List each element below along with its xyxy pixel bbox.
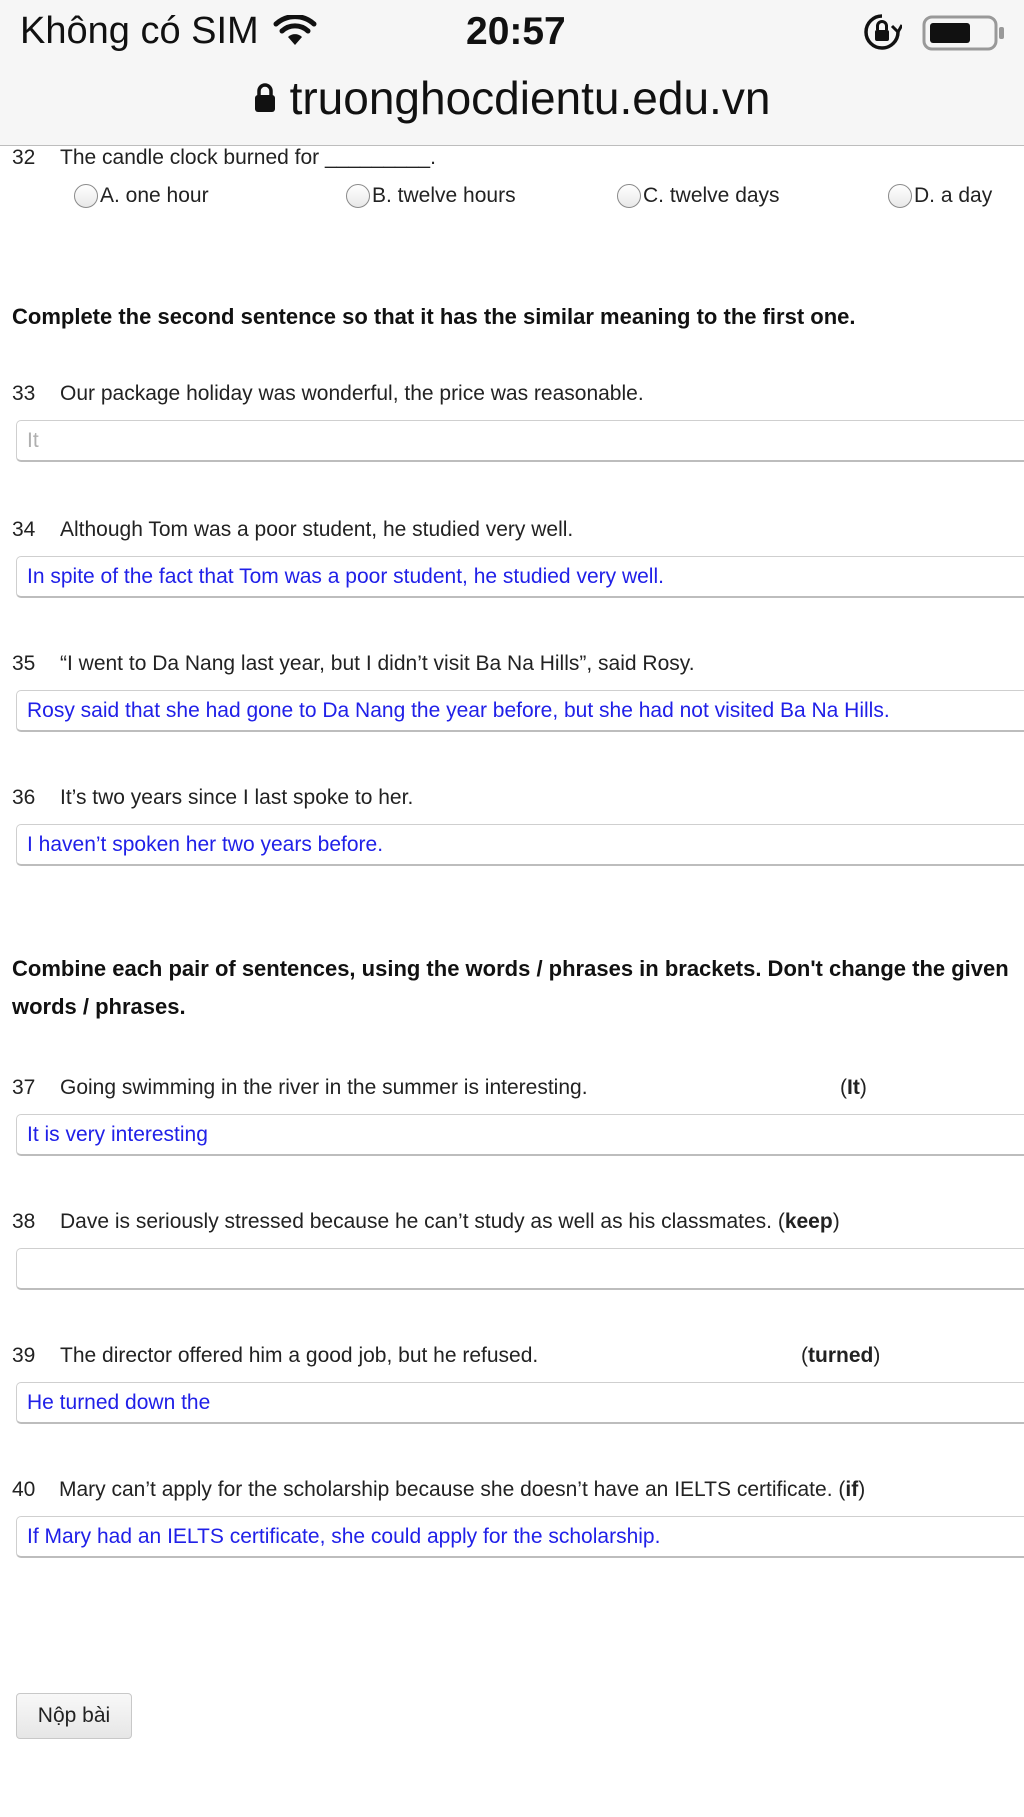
section-instruction-combine: Combine each pair of sentences, using the words / phrases in brackets. Don't change the given words / phrases. <box>12 956 1009 1019</box>
question-number: 32 <box>12 146 36 169</box>
question-text: “I went to Da Nang last year, but I didn’t visit Ba Na Hills”, said Rosy. <box>60 652 695 675</box>
wifi-icon <box>273 15 317 49</box>
question-number: 37 <box>12 1076 36 1099</box>
question-text: Although Tom was a poor student, he studied very well. <box>60 518 574 541</box>
section-instruction-rewrite: Complete the second sentence so that it has the similar meaning to the first one. <box>12 304 856 329</box>
question-text: Our package holiday was wonderful, the price was reasonable. <box>60 382 644 405</box>
option-c[interactable] <box>617 184 780 208</box>
question-text: Dave is seriously stressed because he can’t study as well as his classmates. <box>60 1210 772 1233</box>
option-a[interactable] <box>74 184 209 208</box>
keyword: turned <box>808 1344 874 1367</box>
radio-button[interactable] <box>346 184 370 208</box>
question-33 <box>12 382 644 406</box>
lock-icon <box>254 83 276 113</box>
question-38 <box>12 1210 840 1234</box>
question-text: Mary can’t apply for the scholarship because she doesn’t have an IELTS certificate. <box>59 1478 833 1501</box>
option-label: B. twelve hours <box>372 184 516 207</box>
question-34 <box>12 518 573 542</box>
submit-button[interactable]: Nộp bài <box>16 1693 132 1739</box>
answer-input-34[interactable] <box>16 556 1024 598</box>
question-number: 34 <box>12 518 36 541</box>
radio-button[interactable] <box>617 184 641 208</box>
browser-top-bar <box>0 0 1024 146</box>
keyword: if <box>845 1478 859 1501</box>
keyword-hint-39: (turned) <box>801 1344 881 1367</box>
option-b[interactable] <box>346 184 516 208</box>
radio-button[interactable] <box>74 184 98 208</box>
keyword-hint-38: (keep) <box>777 1210 840 1233</box>
question-39 <box>12 1344 538 1368</box>
keyword: It <box>847 1076 860 1099</box>
option-label: A. one hour <box>100 184 209 207</box>
question-number: 35 <box>12 652 36 675</box>
answer-input-33[interactable] <box>16 420 1024 462</box>
question-text: It’s two years since I last spoke to her. <box>60 786 414 809</box>
answer-input-36[interactable] <box>16 824 1024 866</box>
status-time: 20:57 <box>466 10 566 53</box>
address-bar[interactable] <box>0 66 1024 130</box>
battery-icon <box>922 14 1006 52</box>
carrier-label: Không có SIM <box>20 10 259 52</box>
question-36 <box>12 786 413 810</box>
question-number: 38 <box>12 1210 36 1233</box>
orientation-lock-icon <box>862 12 902 52</box>
question-text: Going swimming in the river in the summer is interesting. <box>60 1076 588 1099</box>
question-number: 36 <box>12 786 36 809</box>
question-32 <box>12 146 436 170</box>
question-37 <box>12 1076 588 1100</box>
question-40 <box>12 1478 865 1502</box>
option-label: D. a day <box>914 184 993 207</box>
answer-input-38[interactable] <box>16 1248 1024 1290</box>
keyword-hint-40: (if) <box>838 1478 866 1501</box>
url-domain: truonghocdientu.edu.vn <box>289 72 771 124</box>
question-number: 39 <box>12 1344 36 1367</box>
question-text: The candle clock burned for _________. <box>60 146 436 169</box>
radio-button[interactable] <box>888 184 912 208</box>
option-label: C. twelve days <box>643 184 780 207</box>
keyword: keep <box>784 1210 833 1233</box>
question-text: The director offered him a good job, but he refused. <box>60 1344 539 1367</box>
question-number: 40 <box>12 1478 36 1501</box>
answer-input-37[interactable] <box>16 1114 1024 1156</box>
question-35 <box>12 652 695 676</box>
carrier-status <box>20 10 317 53</box>
question-number: 33 <box>12 382 36 405</box>
answer-input-40[interactable] <box>16 1516 1024 1558</box>
answer-input-35[interactable] <box>16 690 1024 732</box>
option-d[interactable] <box>888 184 992 208</box>
keyword-hint-37: (It) <box>840 1076 867 1099</box>
answer-input-39[interactable] <box>16 1382 1024 1424</box>
